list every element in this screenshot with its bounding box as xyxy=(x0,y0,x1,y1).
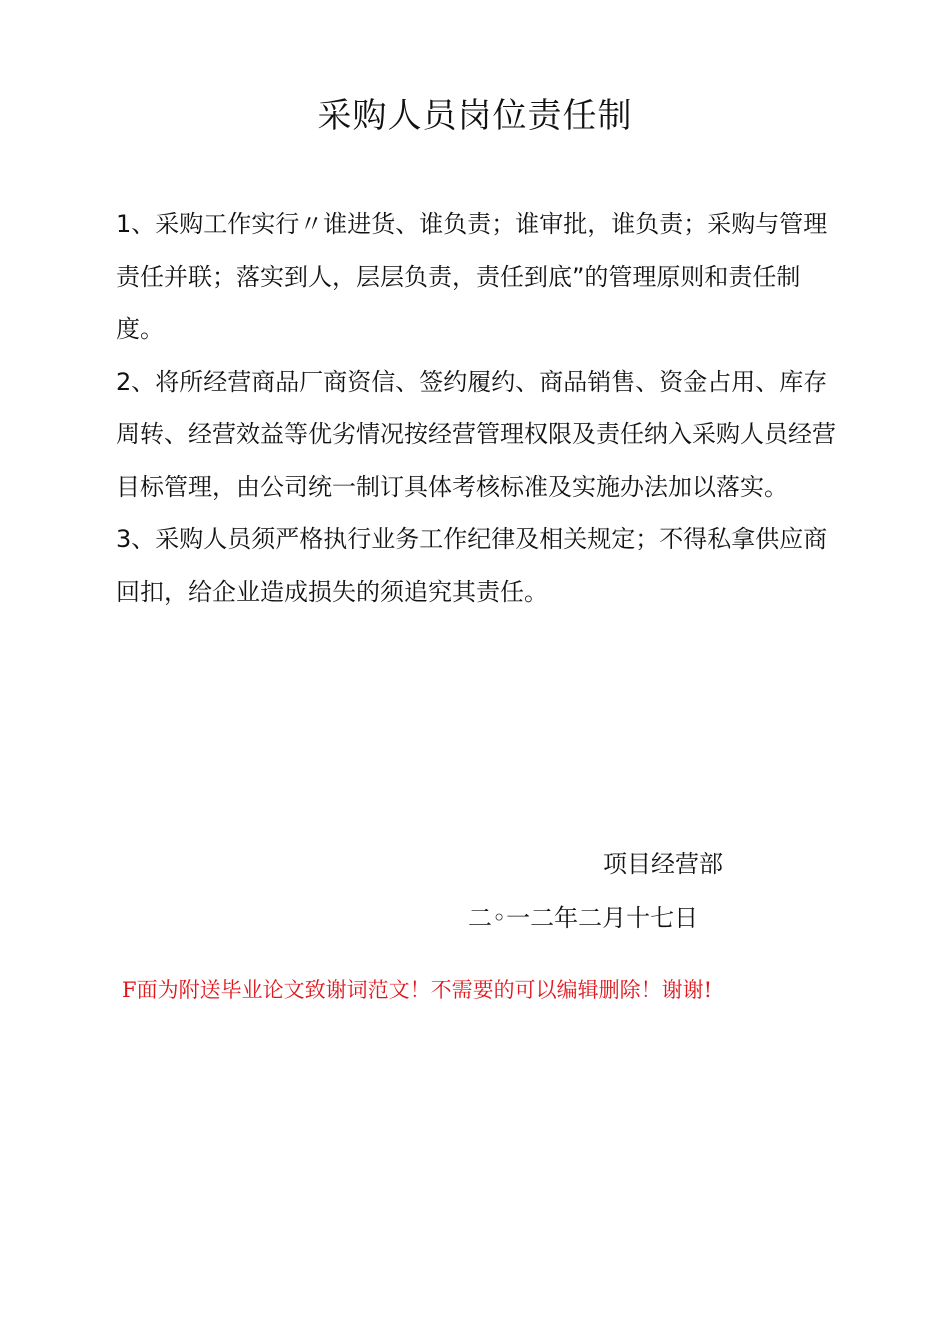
clause-2: 2、将所经营商品厂商资信、签约履约、商品销售、资金占用、库存周转、经营效益等优劣情况按经营管理权限及责任纳入采购人员经营目标管理，由公司统一制订具体考核标准及实施办法加以落实。 xyxy=(116,367,836,501)
red-note: F面为附送毕业论文致谢词范文！不需要的可以编辑删除！谢谢! xyxy=(122,978,713,1002)
signature-date: 二◦一二年二月十七日 xyxy=(468,904,699,932)
clause-3: 3、采购人员须严格执行业务工作纪律及相关规定；不得私拿供应商回扣，给企业造成损失的须追究其责任。 xyxy=(116,525,828,606)
clause-1: 1、采购工作实行〃谁进货、谁负责；谁审批，谁负责；采购与管理责任并联；落实到人，层层负责，责任到底”的管理原则和责任制度。 xyxy=(116,210,828,343)
clause-list xyxy=(116,198,848,618)
signature-department: 项目经营部 xyxy=(603,850,723,878)
document-title: 采购人员岗位责任制 xyxy=(317,96,633,136)
